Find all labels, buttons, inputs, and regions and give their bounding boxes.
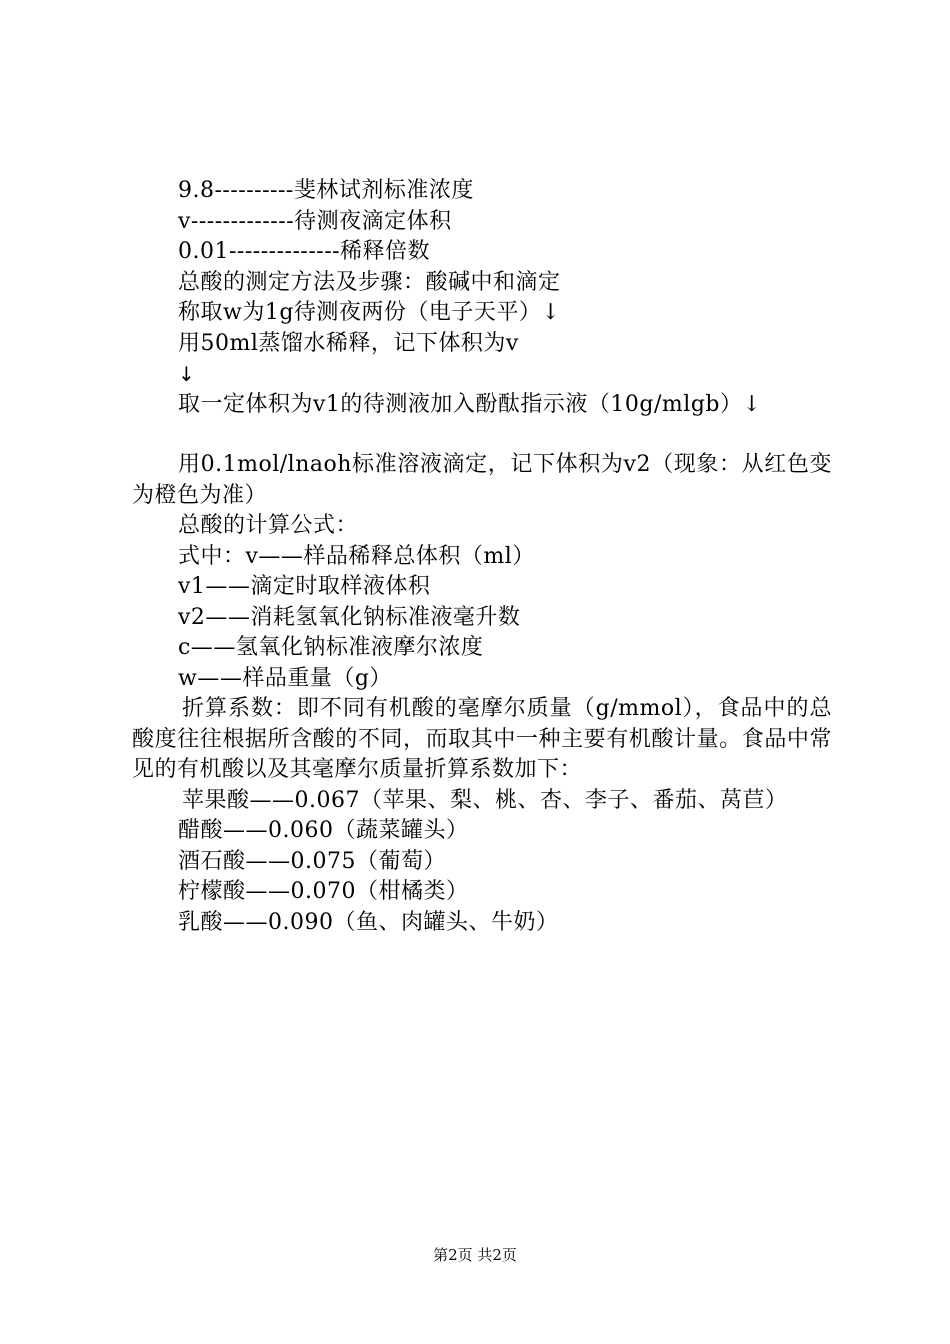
text-line-var-v2: v2——消耗氢氧化钠标准液毫升数 <box>178 604 521 630</box>
text-line-dilution-factor: 0.01--------------稀释倍数 <box>178 239 431 264</box>
page-number-footer: 第2页 共2页 <box>433 1246 517 1264</box>
text-line-dilute-sample: 用50ml蒸馏水稀释，记下体积为v <box>178 330 519 356</box>
text-line-weigh-sample: 称取w为1g待测夜两份（电子天平）↓ <box>178 300 561 325</box>
text-line-var-v: 式中：v——样品稀释总体积（ml） <box>178 543 535 569</box>
text-line-lactic-acid: 乳酸——0.090（鱼、肉罐头、牛奶） <box>178 909 559 935</box>
text-paragraph-naoh-titration: 用0.1mol/lnaoh标准溶液滴定，记下体积为v2（现象：从红色变为橙色为准） <box>132 452 832 508</box>
text-paragraph-conversion-factor: 折算系数：即不同有机酸的毫摩尔质量（g/mmol），食品中的总酸度往往根据所含酸的不同，而取其中一种主要有机酸计量。食品中常见的有机酸以及其毫摩尔质量折算系数加下： <box>132 696 832 782</box>
text-line-var-c: c——氢氧化钠标准液摩尔浓度 <box>178 635 484 660</box>
text-line-var-v1: v1——滴定时取样液体积 <box>178 574 431 599</box>
text-line-acetic-acid: 醋酸——0.060（蔬菜罐头） <box>178 818 469 843</box>
text-line-citric-acid: 柠檬酸——0.070（柑橘类） <box>178 879 469 904</box>
document-body <box>132 176 832 938</box>
text-line-add-indicator: 取一定体积为v1的待测液加入酚酞指示液（10g/mlgb）↓ <box>178 391 762 417</box>
text-line-var-w: w——样品重量（g） <box>178 665 392 691</box>
text-line-formula-heading: 总酸的计算公式： <box>178 513 359 538</box>
paragraph-gap <box>132 420 832 450</box>
text-line-titration-volume: v-------------待测夜滴定体积 <box>178 208 452 234</box>
text-paragraph-malic-acid: 苹果酸——0.067（苹果、梨、桃、杏、李子、番茄、莴苣） <box>182 787 788 813</box>
down-arrow-icon: ↓ <box>178 362 196 386</box>
text-line-tartaric-acid: 酒石酸——0.075（葡萄） <box>178 848 446 874</box>
text-line-total-acid-method: 总酸的测定方法及步骤：酸碱中和滴定 <box>178 269 561 295</box>
text-line-fehling-concentration: 9.8----------斐林试剂标准浓度 <box>178 178 474 203</box>
